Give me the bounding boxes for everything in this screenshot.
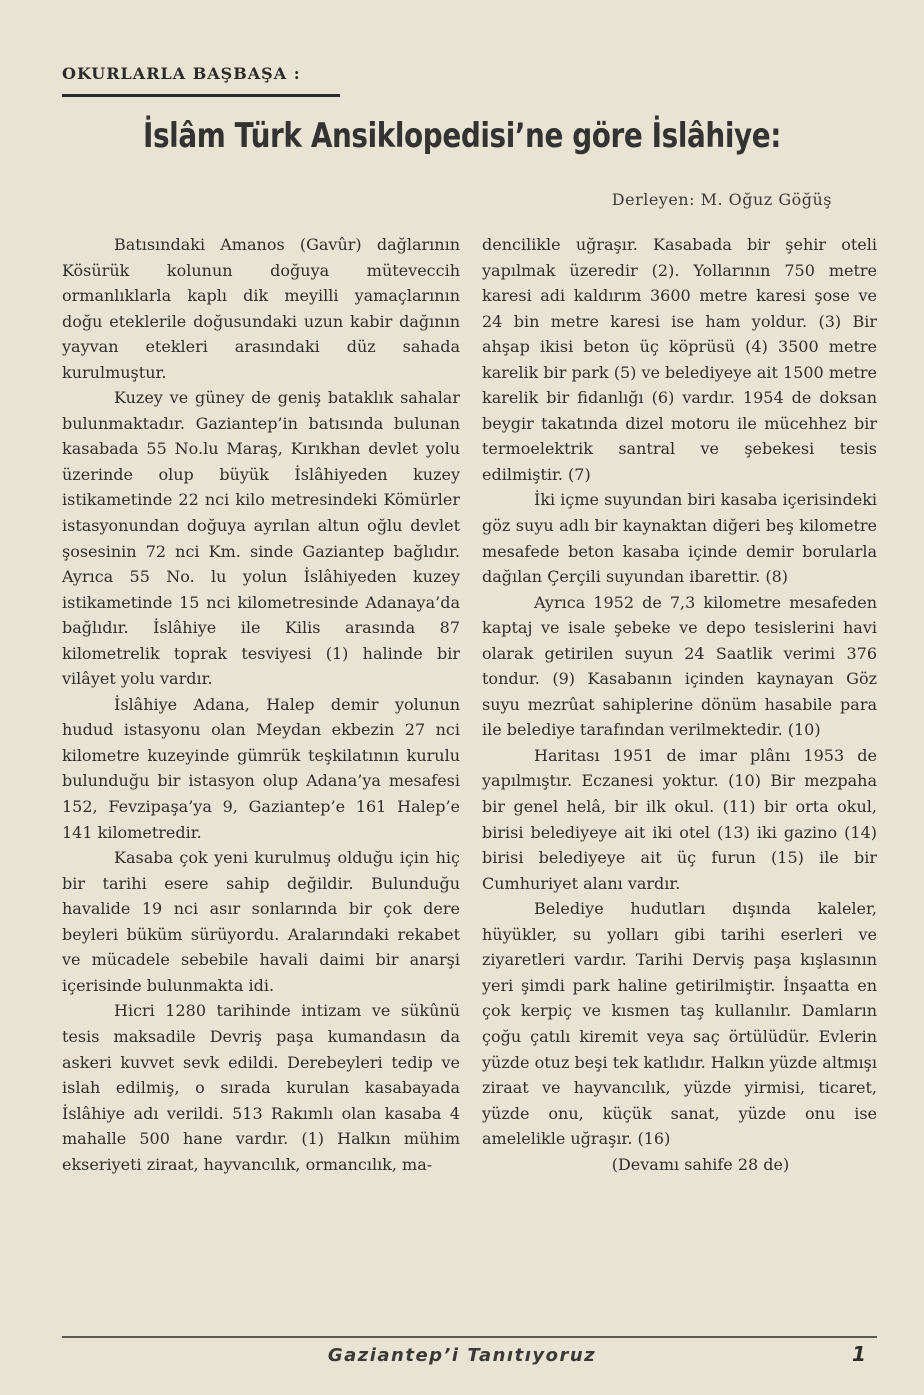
footer-divider: [62, 1336, 877, 1338]
paragraph: Haritası 1951 de imar plânı 1953 de yapılmıştır. Eczanesi yoktur. (10) Bir mezpaha bir genel helâ, bir ilk okul. (11) bir orta okul, birisi belediyeye ait iki otel (13) iki gazino (14) birisi belediyeye ait üç furun (15) ile bir Cumhuriyet alanı vardır.: [482, 745, 877, 893]
paragraph: Ayrıca 1952 de 7,3 kilometre mesafeden kaptaj ve isale şebeke ve depo tesislerini havi olarak getirilen suyun 24 Saatlik verimi 376 tondur. (9) Kasabanın içinden kaynayan Göz suyu mezrûat sahiplerine dönüm hasabile para ile belediye tarafından verilmektedir. (10): [482, 592, 877, 740]
byline: Derleyen: M. Oğuz Göğüş: [611, 190, 832, 209]
paragraph: İslâhiye Adana, Halep demir yolunun hudud istasyonu olan Meydan ekbezin 27 nci kilometre kuzeyinde gümrük teşkilatının kurulu bulunduğu bir istasyon olup Adana’ya mesafesi 152, Fevzipaşa’ya 9, Gaziantep’e 161 Halep’e 141 kilometredir.: [62, 694, 460, 842]
left-column: [62, 232, 460, 1177]
paragraph: Hicri 1280 tarihinde intizam ve sükûnü tesis maksadile Devriş paşa kumandasın da askeri kuvvet sevk edildi. Derebeyleri tedip ve islah edilmiş, o sırada kurulan kasabayada İslâhiye adı verildi. 513 Rakımlı olan kasaba 4 mahalle 500 hane vardır. (1) Halkın mühim ekseriyeti ziraat, hayvancılık, ormancılık, ma-: [62, 1001, 460, 1174]
continued-note: (Devamı sahife 28 de): [611, 1154, 790, 1174]
paragraph: dencilikle uğraşır. Kasabada bir şehir oteli yapılmak üzeredir (2). Yollarının 750 metre karesi adi kaldırım 3600 metre karesi şose ve 24 bin metre karesi ise ham yoldur. (3) Bir ahşap ikisi beton üç köprüsü (4) 3500 metre karelik bir park (5) ve belediyeye ait 1500 metre karelik bir fidanlığı (6) vardır. 1954 de doksan beygir takatında dizel motoru ile mücehhez bir termoelektrik santral ve şebekesi tesis edilmiştir. (7): [482, 235, 877, 484]
section-underline: [62, 94, 340, 97]
publication-name: Gaziantep’i Tanıtıyoruz: [327, 1345, 597, 1366]
paragraph: Kuzey ve güney de geniş bataklık sahalar bulunmaktadır. Gaziantep’in batısında bulunan kasabada 55 No.lu Maraş, Kırıkhan devlet yolu üzerinde olup büyük İslâhiyeden kuzey istikametinde 22 nci kilo metresindeki Kömürler istasyonundan doğuya ayrılan altun oğlu devlet şosesinin 72 nci Km. sinde Gaziantep bağlıdır. Ayrıca 55 No. lu yolun İslâhiyeden kuzey istikametinde 15 nci kilometresinde Adanaya’da bağlıdır. İslâhiye ile Kilis arasında 87 kilometrelik toprak tesviyesi (1) halinde bir vilâyet yolu vardır.: [62, 388, 460, 689]
section-label: OKURLARLA BAŞBAŞA :: [62, 64, 301, 83]
page-number: 1: [852, 1342, 866, 1366]
paragraph: Batısındaki Amanos (Gavûr) dağlarının Kösürük kolunun doğuya müteveccih ormanlıklarla kaplı dik meyilli yamaçlarının doğu eteklerile doğusundaki uzun kabir dağının yayvan etekleri arasındaki düz sahada kurulmuştur.: [62, 235, 460, 382]
paragraph: İki içme suyundan biri kasaba içerisindeki göz suyu adlı bir kaynaktan diğeri beş kilometre mesafede beton kasaba içinde demir borularla dağılan Çerçili suyundan ibarettir. (8): [482, 490, 877, 587]
article-title: İslâm Türk Ansiklopedisi’ne göre İslâhiye:: [143, 116, 781, 156]
paragraph: Belediye hudutları dışında kaleler, hüyükler, su yolları gibi tarihi eserleri ve ziyaretleri vardır. Tarihi Derviş paşa kışlasının yeri şimdi park haline getirilmiştir. İnşaatta en çok kerpiç ve kısmen taş kullanılır. Damların çoğu çatılı kiremit veya saç örtülüdür. Evlerin yüzde otuz beşi tek katlıdır. Halkın yüzde altmışı ziraat ve hayvancılık, yüzde yirmisi, ticaret, yüzde onu, küçük sanat, yüzde onu ise amelelikle uğraşır. (16): [482, 899, 877, 1149]
paragraph: Kasaba çok yeni kurulmuş olduğu için hiç bir tarihi esere sahip değildir. Bulunduğu havalide 19 nci asır sonlarında bir çok dere beyleri büküm sürüyordu. Aralarındaki rekabet ve mücadele sebebile havali daimi bir anarşi içerisinde bulunmakta idi.: [62, 848, 460, 995]
right-column: [482, 232, 877, 1177]
